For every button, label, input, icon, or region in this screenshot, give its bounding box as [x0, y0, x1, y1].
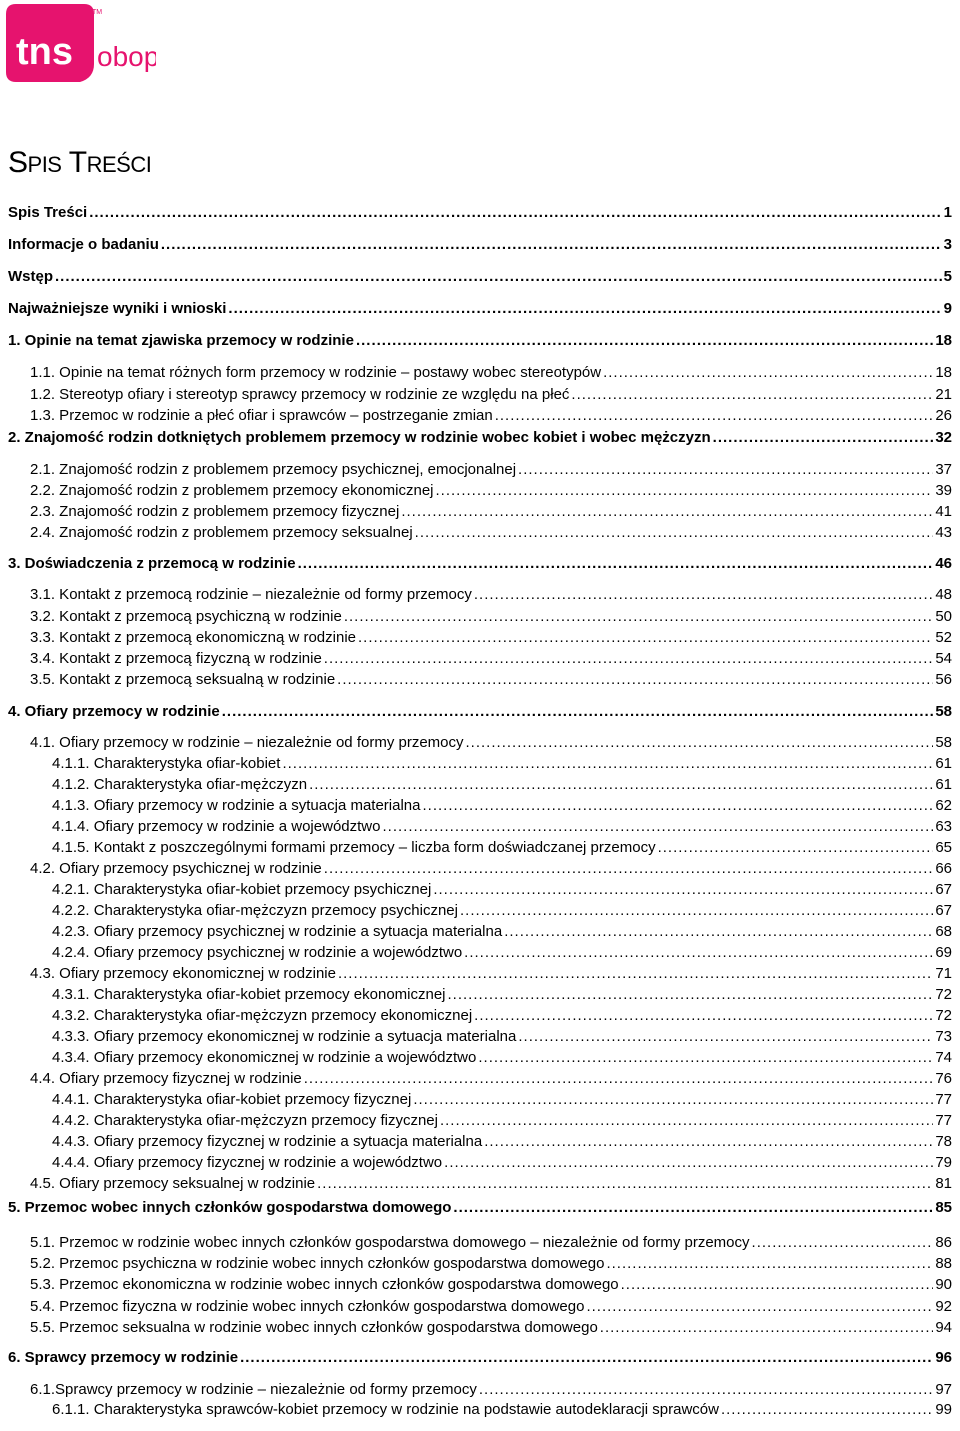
- toc-entry[interactable]: [30, 586, 952, 604]
- toc-entry[interactable]: [52, 1091, 952, 1109]
- toc-entry-label: Spis Treści: [8, 204, 88, 221]
- toc-entry[interactable]: [30, 1319, 952, 1337]
- toc-entry-label: 4.3.4. Ofiary przemocy ekonomicznej w rodzinie a województwo: [52, 1049, 477, 1066]
- toc-entry[interactable]: [52, 839, 952, 857]
- toc-entry[interactable]: [30, 386, 952, 404]
- toc-entry-page-number: 63: [935, 818, 952, 835]
- toc-leader-dots: [504, 923, 933, 941]
- toc-entry-page-number: 96: [935, 1349, 952, 1366]
- toc-entry-page-number: 99: [935, 1401, 952, 1418]
- toc-entry[interactable]: [52, 755, 952, 773]
- toc-entry-page-number: 78: [935, 1133, 952, 1150]
- toc-entry[interactable]: [52, 1401, 952, 1419]
- toc-entry-label: 4.4.3. Ofiary przemocy fizycznej w rodzinie a sytuacja materialna: [52, 1133, 483, 1150]
- toc-entry[interactable]: [30, 629, 952, 647]
- toc-leader-dots: [460, 902, 933, 920]
- title-initial-s: S: [8, 146, 28, 179]
- toc-entry[interactable]: [52, 902, 952, 920]
- page-title: [8, 146, 151, 180]
- toc-entry[interactable]: [52, 1154, 952, 1172]
- toc-entry-label: 4.3. Ofiary przemocy ekonomicznej w rodzinie: [30, 965, 336, 982]
- toc-entry[interactable]: [8, 268, 952, 286]
- toc-leader-dots: [89, 204, 941, 222]
- toc-entry-label: 6.1.Sprawcy przemocy w rodzinie – niezależnie od formy przemocy: [30, 1381, 477, 1398]
- toc-entry-page-number: 62: [935, 797, 952, 814]
- toc-entry[interactable]: [30, 364, 952, 382]
- toc-entry-label: 3.5. Kontakt z przemocą seksualną w rodzinie: [30, 671, 336, 688]
- toc-entry-page-number: 77: [935, 1112, 952, 1129]
- toc-leader-dots: [621, 1276, 934, 1294]
- toc-leader-dots: [453, 1199, 933, 1217]
- toc-leader-dots: [721, 1401, 933, 1419]
- toc-entry-page-number: 39: [935, 482, 952, 499]
- toc-entry[interactable]: [30, 524, 952, 542]
- toc-entry-page-number: 72: [935, 986, 952, 1003]
- toc-entry-page-number: 46: [935, 555, 952, 572]
- toc-leader-dots: [317, 1175, 933, 1193]
- toc-entry[interactable]: [8, 236, 952, 254]
- toc-entry[interactable]: [52, 1049, 952, 1067]
- toc-entry[interactable]: [8, 332, 952, 350]
- toc-entry-label: 4.1.2. Charakterystyka ofiar-mężczyzn: [52, 776, 308, 793]
- toc-entry-label: Informacje o badaniu: [8, 236, 159, 253]
- toc-entry[interactable]: [30, 1381, 952, 1399]
- toc-entry-label: 3.4. Kontakt z przemocą fizyczną w rodzinie: [30, 650, 322, 667]
- toc-entry-page-number: 74: [935, 1049, 952, 1066]
- toc-entry-label: 5.1. Przemoc w rodzinie wobec innych członków gospodarstwa domowego – niezależnie od formy przemocy: [30, 1234, 750, 1251]
- toc-entry-label: 4.3.2. Charakterystyka ofiar-mężczyzn przemocy ekonomicznej: [52, 1007, 473, 1024]
- toc-entry-label: 5. Przemoc wobec innych członków gospodarstwa domowego: [8, 1199, 452, 1216]
- toc-leader-dots: [464, 944, 933, 962]
- toc-leader-dots: [444, 1154, 933, 1172]
- toc-entry[interactable]: [30, 650, 952, 668]
- toc-leader-dots: [309, 776, 933, 794]
- toc-entry-page-number: 77: [935, 1091, 952, 1108]
- toc-leader-dots: [658, 839, 934, 857]
- toc-entry-page-number: 68: [935, 923, 952, 940]
- toc-entry-label: 2. Znajomość rodzin dotkniętych problemem przemocy w rodzinie wobec kobiet i wobec mężczyzn: [8, 429, 711, 446]
- toc-entry-page-number: 86: [935, 1234, 952, 1251]
- toc-entry-page-number: 90: [935, 1276, 952, 1293]
- toc-leader-dots: [479, 1381, 933, 1399]
- title-rest-tresci: REŚCI: [86, 152, 152, 177]
- title-rest-pis: PIS: [27, 152, 62, 177]
- toc-entry[interactable]: [30, 461, 952, 479]
- toc-entry-label: Najważniejsze wyniki i wnioski: [8, 300, 227, 317]
- toc-entry-label: 4.1. Ofiary przemocy w rodzinie – niezależnie od formy przemocy: [30, 734, 464, 751]
- toc-entry-label: 4.3.1. Charakterystyka ofiar-kobiet przemocy ekonomicznej: [52, 986, 446, 1003]
- toc-entry-page-number: 65: [935, 839, 952, 856]
- toc-entry[interactable]: [8, 300, 952, 318]
- toc-entry-label: 4.4.2. Charakterystyka ofiar-mężczyzn przemocy fizycznej: [52, 1112, 438, 1129]
- logo-sub-text: obop: [97, 41, 156, 72]
- toc-leader-dots: [603, 364, 933, 382]
- toc-entry-label: 4.3.3. Ofiary przemocy ekonomicznej w rodzinie a sytuacja materialna: [52, 1028, 517, 1045]
- toc-entry-label: 5.5. Przemoc seksualna w rodzinie wobec innych członków gospodarstwa domowego: [30, 1319, 598, 1336]
- toc-leader-dots: [495, 407, 934, 425]
- toc-entry-page-number: 18: [935, 332, 952, 349]
- toc-entry-page-number: 21: [935, 386, 952, 403]
- toc-leader-dots: [413, 1091, 933, 1109]
- toc-entry-label: 3.2. Kontakt z przemocą psychiczną w rodzinie: [30, 608, 342, 625]
- toc-entry-label: 4.2.1. Charakterystyka ofiar-kobiet przemocy psychicznej: [52, 881, 432, 898]
- toc-entry-page-number: 73: [935, 1028, 952, 1045]
- toc-leader-dots: [324, 650, 934, 668]
- toc-entry-label: Wstęp: [8, 268, 53, 285]
- toc-entry-page-number: 61: [935, 755, 952, 772]
- toc-entry[interactable]: [52, 923, 952, 941]
- toc-entry-page-number: 79: [935, 1154, 952, 1171]
- toc-leader-dots: [474, 1007, 933, 1025]
- toc-entry[interactable]: [52, 1133, 952, 1151]
- toc-entry-page-number: 43: [935, 524, 952, 541]
- toc-entry-label: 2.4. Znajomość rodzin z problemem przemocy seksualnej: [30, 524, 413, 541]
- toc-leader-dots: [606, 1255, 933, 1273]
- toc-entry-page-number: 94: [935, 1319, 952, 1336]
- toc-leader-dots: [713, 429, 934, 447]
- toc-entry-label: 5.3. Przemoc ekonomiczna w rodzinie wobec innych członków gospodarstwa domowego: [30, 1276, 619, 1293]
- toc-entry-page-number: 37: [935, 461, 952, 478]
- toc-leader-dots: [298, 555, 934, 573]
- toc-entry-page-number: 9: [943, 300, 952, 317]
- toc-entry-label: 4.1.4. Ofiary przemocy w rodzinie a województwo: [52, 818, 381, 835]
- toc-leader-dots: [222, 703, 934, 721]
- toc-entry-label: 3.1. Kontakt z przemocą rodzinie – niezależnie od formy przemocy: [30, 586, 472, 603]
- toc-leader-dots: [324, 860, 934, 878]
- toc-leader-dots: [600, 1319, 934, 1337]
- toc-entry[interactable]: [8, 555, 952, 573]
- toc-entry-page-number: 1: [943, 204, 952, 221]
- toc-leader-dots: [282, 755, 933, 773]
- toc-entry-page-number: 48: [935, 586, 952, 603]
- toc-entry[interactable]: [52, 881, 952, 899]
- toc-leader-dots: [55, 268, 942, 286]
- toc-entry[interactable]: [30, 734, 952, 752]
- toc-leader-dots: [356, 332, 933, 350]
- title-initial-t: T: [68, 146, 87, 179]
- toc-entry-label: 4.4. Ofiary przemocy fizycznej w rodzinie: [30, 1070, 302, 1087]
- toc-entry-page-number: 66: [935, 860, 952, 877]
- toc-entry[interactable]: [52, 797, 952, 815]
- toc-entry-label: 4. Ofiary przemocy w rodzinie: [8, 703, 220, 720]
- toc-entry-label: 4.4.1. Charakterystyka ofiar-kobiet przemocy fizycznej: [52, 1091, 412, 1108]
- toc-entry-label: 5.4. Przemoc fizyczna w rodzinie wobec innych członków gospodarstwa domowego: [30, 1298, 585, 1315]
- toc-entry[interactable]: [30, 608, 952, 626]
- toc-entry-label: 4.1.3. Ofiary przemocy w rodzinie a sytuacja materialna: [52, 797, 421, 814]
- toc-entry-page-number: 97: [935, 1381, 952, 1398]
- toc-entry-page-number: 69: [935, 944, 952, 961]
- toc-leader-dots: [436, 482, 934, 500]
- toc-leader-dots: [518, 1028, 933, 1046]
- toc-entry-label: 1.1. Opinie na temat różnych form przemocy w rodzinie – postawy wobec stereotypów: [30, 364, 602, 381]
- toc-leader-dots: [337, 671, 933, 689]
- toc-entry-page-number: 67: [935, 902, 952, 919]
- toc-entry-label: 4.1.5. Kontakt z poszczególnymi formami przemocy – liczba form doświadczanej przemocy: [52, 839, 656, 856]
- toc-entry[interactable]: [30, 407, 952, 425]
- toc-entry-label: 4.5. Ofiary przemocy seksualnej w rodzinie: [30, 1175, 316, 1192]
- toc-entry-page-number: 71: [935, 965, 952, 982]
- toc-leader-dots: [466, 734, 934, 752]
- toc-entry-page-number: 56: [935, 671, 952, 688]
- toc-entry-label: 4.4.4. Ofiary przemocy fizycznej w rodzinie a województwo: [52, 1154, 443, 1171]
- toc-entry[interactable]: [30, 1070, 952, 1088]
- toc-entry-label: 6.1.1. Charakterystyka sprawców-kobiet przemocy w rodzinie na podstawie autodeklaracji sprawców: [52, 1401, 719, 1418]
- toc-entry-page-number: 72: [935, 1007, 952, 1024]
- toc-leader-dots: [415, 524, 934, 542]
- toc-entry-label: 2.1. Znajomość rodzin z problemem przemocy psychicznej, emocjonalnej: [30, 461, 517, 478]
- toc-entry-label: 5.2. Przemoc psychiczna w rodzinie wobec innych członków gospodarstwa domowego: [30, 1255, 605, 1272]
- toc-entry[interactable]: [52, 818, 952, 836]
- toc-entry-label: 1.3. Przemoc w rodzinie a płeć ofiar i sprawców – postrzeganie zmian: [30, 407, 493, 424]
- toc-entry[interactable]: [52, 1112, 952, 1130]
- toc-leader-dots: [448, 986, 934, 1004]
- toc-entry-page-number: 58: [935, 734, 952, 751]
- toc-entry[interactable]: [8, 429, 952, 447]
- toc-entry[interactable]: [8, 1349, 952, 1367]
- toc-entry-label: 4.1.1. Charakterystyka ofiar-kobiet: [52, 755, 281, 772]
- toc-entry[interactable]: [30, 1255, 952, 1273]
- toc-entry-page-number: 81: [935, 1175, 952, 1192]
- toc-leader-dots: [440, 1112, 933, 1130]
- toc-entry-page-number: 26: [935, 407, 952, 424]
- logo-brand-text: tns: [16, 31, 73, 73]
- toc-entry-page-number: 88: [935, 1255, 952, 1272]
- logo-graphic: [6, 4, 156, 84]
- toc-entry-page-number: 50: [935, 608, 952, 625]
- toc-leader-dots: [240, 1349, 933, 1367]
- toc-entry-label: 6. Sprawcy przemocy w rodzinie: [8, 1349, 239, 1366]
- toc-entry[interactable]: [30, 671, 952, 689]
- toc-entry-page-number: 18: [935, 364, 952, 381]
- toc-entry[interactable]: [30, 1298, 952, 1316]
- toc-leader-dots: [484, 1133, 933, 1151]
- toc-entry[interactable]: [30, 860, 952, 878]
- toc-leader-dots: [358, 629, 933, 647]
- toc-entry-page-number: 41: [935, 503, 952, 520]
- toc-entry-label: 3.3. Kontakt z przemocą ekonomiczną w rodzinie: [30, 629, 356, 646]
- logo-tm: TM: [92, 9, 103, 16]
- toc-leader-dots: [518, 461, 933, 479]
- toc-entry[interactable]: [8, 1199, 952, 1217]
- toc-leader-dots: [338, 965, 933, 983]
- toc-entry[interactable]: [30, 1234, 952, 1252]
- toc-leader-dots: [304, 1070, 934, 1088]
- toc-entry-label: 1. Opinie na temat zjawiska przemocy w rodzinie: [8, 332, 354, 349]
- toc-entry-page-number: 67: [935, 881, 952, 898]
- toc-entry-label: 3. Doświadczenia z przemocą w rodzinie: [8, 555, 296, 572]
- toc-entry-page-number: 85: [935, 1199, 952, 1216]
- toc-entry-page-number: 58: [935, 703, 952, 720]
- toc-entry[interactable]: [52, 944, 952, 962]
- toc-entry[interactable]: [52, 1007, 952, 1025]
- toc-entry[interactable]: [30, 1175, 952, 1193]
- toc-entry-page-number: 3: [943, 236, 952, 253]
- toc-entry-label: 1.2. Stereotyp ofiary i stereotyp sprawcy przemocy w rodzinie ze względu na płeć: [30, 386, 570, 403]
- toc-leader-dots: [474, 586, 933, 604]
- toc-entry-label: 2.3. Znajomość rodzin z problemem przemocy fizycznej: [30, 503, 400, 520]
- toc-entry-label: 4.2.4. Ofiary przemocy psychicznej w rodzinie a województwo: [52, 944, 463, 961]
- toc-leader-dots: [344, 608, 933, 626]
- toc-leader-dots: [752, 1234, 934, 1252]
- toc-leader-dots: [228, 300, 941, 318]
- toc-leader-dots: [478, 1049, 933, 1067]
- tns-obop-logo: [6, 4, 156, 84]
- toc-entry-page-number: 32: [935, 429, 952, 446]
- toc-entry-page-number: 76: [935, 1070, 952, 1087]
- toc-entry[interactable]: [52, 776, 952, 794]
- toc-leader-dots: [401, 503, 933, 521]
- toc-entry-page-number: 52: [935, 629, 952, 646]
- toc-leader-dots: [433, 881, 933, 899]
- toc-leader-dots: [586, 1298, 933, 1316]
- toc-entry[interactable]: [30, 1276, 952, 1294]
- toc-entry-page-number: 61: [935, 776, 952, 793]
- toc-leader-dots: [161, 236, 942, 254]
- toc-entry[interactable]: [30, 503, 952, 521]
- toc-entry-page-number: 54: [935, 650, 952, 667]
- toc-entry-label: 4.2.2. Charakterystyka ofiar-mężczyzn przemocy psychicznej: [52, 902, 458, 919]
- toc-leader-dots: [423, 797, 934, 815]
- toc-entry[interactable]: [52, 1028, 952, 1046]
- toc-entry-label: 4.2.3. Ofiary przemocy psychicznej w rodzinie a sytuacja materialna: [52, 923, 503, 940]
- toc-entry-label: 4.2. Ofiary przemocy psychicznej w rodzinie: [30, 860, 322, 877]
- toc-entry[interactable]: [8, 703, 952, 721]
- toc-entry[interactable]: [30, 965, 952, 983]
- toc-entry[interactable]: [52, 986, 952, 1004]
- toc-entry-page-number: 5: [943, 268, 952, 285]
- toc-entry[interactable]: [8, 204, 952, 222]
- toc-leader-dots: [571, 386, 933, 404]
- toc-leader-dots: [382, 818, 933, 836]
- toc-entry-label: 2.2. Znajomość rodzin z problemem przemocy ekonomicznej: [30, 482, 434, 499]
- toc-entry-page-number: 92: [935, 1298, 952, 1315]
- toc-entry[interactable]: [30, 482, 952, 500]
